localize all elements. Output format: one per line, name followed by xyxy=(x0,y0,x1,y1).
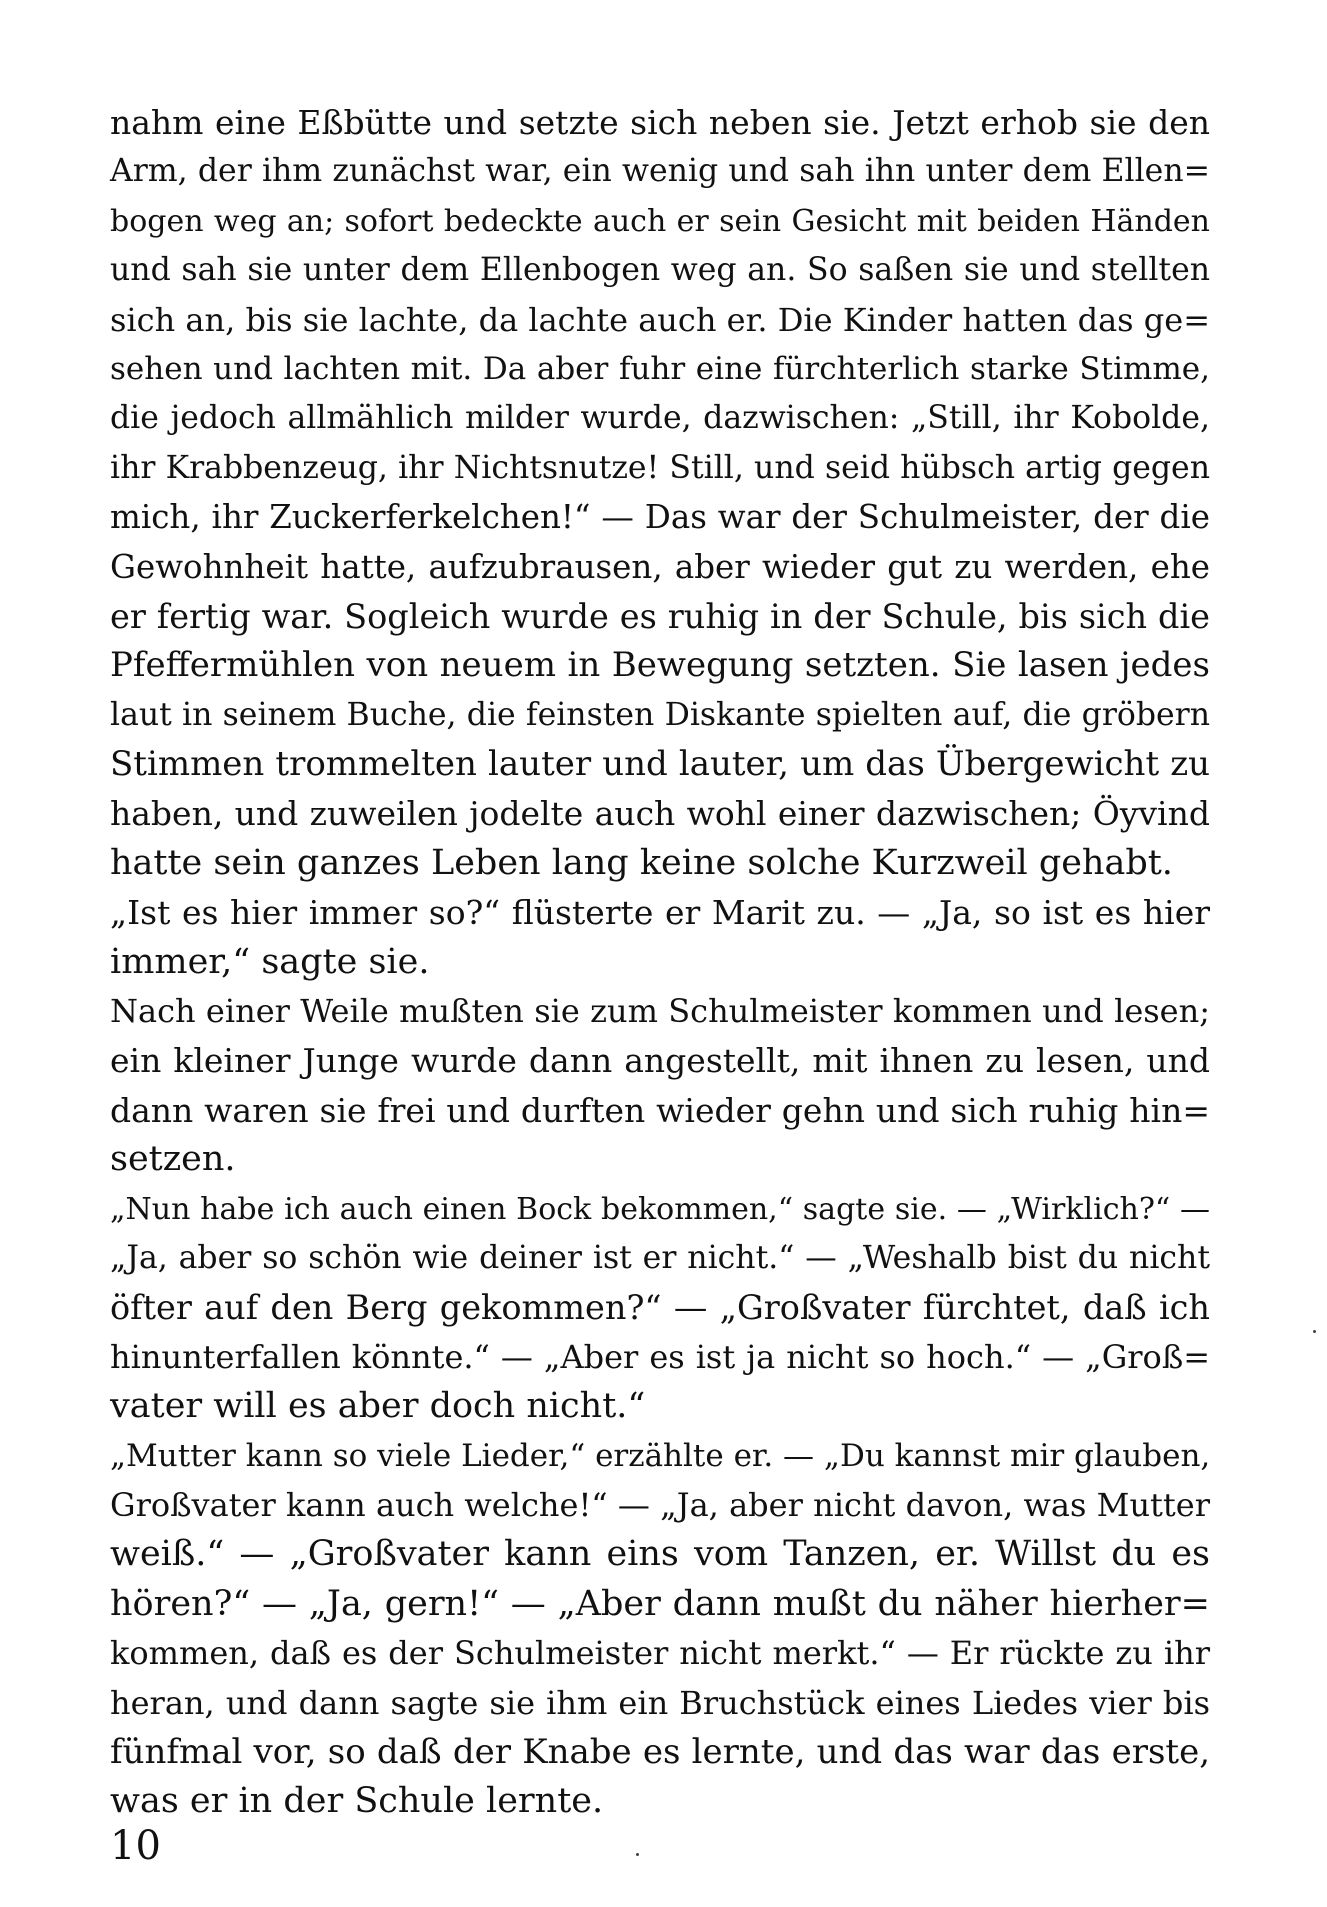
text-line: laut in seinem Buche, die feinsten Diskante spielten auf, die gröbern xyxy=(110,696,1210,733)
text-line: „Ist es hier immer so?“ flüsterte er Marit zu. — „Ja, so ist es hier xyxy=(110,893,1210,933)
text-line: nahm eine Eßbütte und setzte sich neben sie. Jetzt erhob sie den xyxy=(110,103,1210,142)
text-line: sich an, bis sie lachte, da lachte auch er. Die Kinder hatten das ge= xyxy=(110,300,1210,339)
text-line: fünfmal vor, so daß der Knabe es lernte, und das war das erste, xyxy=(110,1731,1210,1772)
text-line: bogen weg an; sofort bedeckte auch er sein Gesicht mit beiden Händen xyxy=(110,203,1210,239)
text-line: heran, und dann sagte sie ihm ein Bruchstück eines Liedes vier bis xyxy=(110,1683,1210,1722)
text-line: dann waren sie frei und durften wieder gehn und sich ruhig hin= xyxy=(110,1090,1210,1130)
text-line: Arm, der ihm zunächst war, ein wenig und sah ihn unter dem Ellen= xyxy=(110,153,1210,190)
scan-speck xyxy=(636,1853,639,1856)
text-line: kommen, daß es der Schulmeister nicht merkt.“ — Er rückte zu ihr xyxy=(110,1634,1210,1673)
text-line: vater will es aber doch nicht.“ xyxy=(110,1386,646,1427)
text-line: er fertig war. Sogleich wurde es ruhig in der Schule, bis sich die xyxy=(110,596,1210,636)
text-line: „Mutter kann so viele Lieder,“ erzählte er. — „Du kannst mir glauben, xyxy=(110,1437,1211,1474)
text-line: was er in der Schule lernte. xyxy=(110,1781,604,1822)
text-line: Nach einer Weile mußten sie zum Schulmeister kommen und lesen; xyxy=(110,992,1210,1031)
text-line: setzen. xyxy=(110,1139,236,1180)
text-line: hatte sein ganzes Leben lang keine solche Kurzweil gehabt. xyxy=(110,842,1173,883)
text-line: mich, ihr Zuckerferkelchen!“ — Das war der Schulmeister, der die xyxy=(110,498,1210,537)
text-line: und sah sie unter dem Ellenbogen weg an. So saßen sie und stellten xyxy=(110,252,1210,289)
text-line: hören?“ — „Ja, gern!“ — „Aber dann mußt du näher hierher= xyxy=(110,1583,1210,1624)
text-line: „Ja, aber so schön wie deiner ist er nicht.“ — „Weshalb bist du nicht xyxy=(110,1239,1210,1276)
text-line: immer,“ sagte sie. xyxy=(110,941,430,982)
text-line: Pfeffermühlen von neuem in Bewegung setzten. Sie lasen jedes xyxy=(110,645,1210,686)
text-line: „Nun habe ich auch einen Bock bekommen,“ sagte sie. — „Wirklich?“ — xyxy=(110,1191,1210,1227)
text-line: öfter auf den Berg gekommen?“ — „Großvater fürchtet, daß ich xyxy=(110,1288,1210,1328)
body-text xyxy=(110,98,1210,1827)
text-line: ein kleiner Junge wurde dann angestellt, mit ihnen zu lesen, und xyxy=(110,1041,1210,1081)
text-line: ihr Krabbenzeug, ihr Nichtsnutze! Still, und seid hübsch artig gegen xyxy=(110,449,1210,486)
page-number: 10 xyxy=(110,1823,161,1869)
text-line: haben, und zuweilen jodelte auch wohl einer dazwischen; Öyvind xyxy=(110,794,1210,834)
text-line: Stimmen trommelten lauter und lauter, um das Übergewicht zu xyxy=(110,744,1210,785)
text-line: Großvater kann auch welche!“ — „Ja, aber nicht davon, was Mutter xyxy=(110,1485,1210,1524)
scan-speck xyxy=(1313,1330,1316,1333)
text-line: Gewohnheit hatte, aufzubrausen, aber wieder gut zu werden, ehe xyxy=(110,547,1210,586)
text-line: hinunterfallen könnte.“ — „Aber es ist ja nicht so hoch.“ — „Groß= xyxy=(110,1337,1210,1376)
text-line: weiß.“ — „Großvater kann eins vom Tanzen, er. Willst du es xyxy=(110,1534,1210,1575)
text-line: die jedoch allmählich milder wurde, dazwischen: „Still, ihr Kobolde, xyxy=(110,400,1210,437)
text-line: sehen und lachten mit. Da aber fuhr eine fürchterlich starke Stimme, xyxy=(110,350,1210,387)
